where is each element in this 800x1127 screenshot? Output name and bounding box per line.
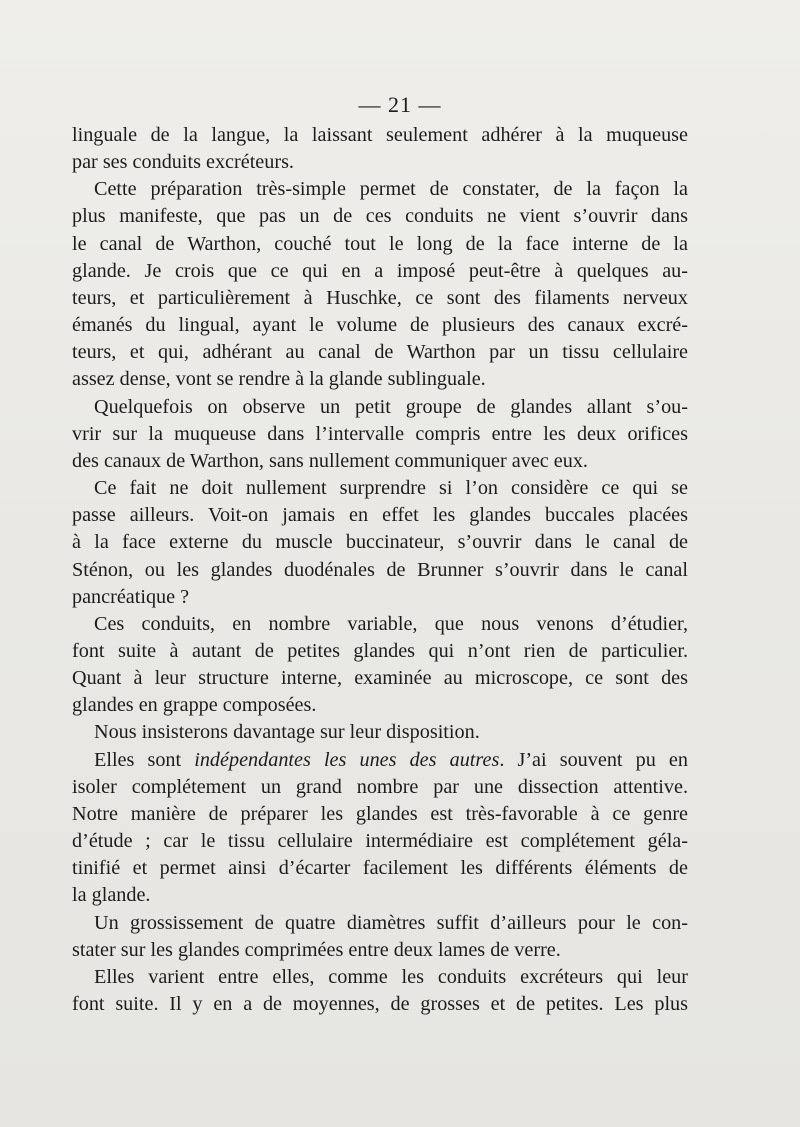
italic-phrase: indépendantes les unes des autres bbox=[194, 748, 500, 771]
text-line: glande. Je crois que ce qui en a imposé peut-être à quelques au- bbox=[72, 259, 688, 282]
text-segment: . J’ai souvent pu en bbox=[499, 748, 688, 771]
text-line: tinifié et permet ainsi d’écarter facilement les différents éléments de bbox=[72, 857, 688, 880]
text-line bbox=[72, 747, 688, 774]
text-line: d’étude ; car le tissu cellulaire intermédiaire est complétement géla- bbox=[72, 830, 688, 853]
text-line: Elles varient entre elles, comme les conduits excréteurs qui leur bbox=[94, 965, 688, 988]
text-line: plus manifeste, que pas un de ces conduits ne vient s’ouvrir dans bbox=[72, 205, 688, 228]
text-line: la glande. bbox=[72, 884, 151, 907]
body-text bbox=[72, 122, 688, 1018]
text-line: des canaux de Warthon, sans nullement communiquer avec eux. bbox=[72, 449, 588, 472]
text-line: vrir sur la muqueuse dans l’intervalle compris entre les deux orifices bbox=[72, 422, 688, 445]
text-segment: Elles sont bbox=[94, 748, 195, 771]
text-line: font suite à autant de petites glandes qui n’ont rien de particulier. bbox=[72, 639, 688, 662]
text-line: teurs, et particulièrement à Huschke, ce sont des filaments nerveux bbox=[72, 286, 688, 309]
text-line: Sténon, ou les glandes duodénales de Brunner s’ouvrir dans le canal bbox=[72, 558, 688, 581]
text-line: émanés du lingual, ayant le volume de plusieurs des canaux excré- bbox=[72, 314, 688, 337]
text-line: Quelquefois on observe un petit groupe de glandes allant s’ou- bbox=[94, 395, 688, 418]
text-line: assez dense, vont se rendre à la glande sublinguale. bbox=[72, 368, 486, 391]
text-line: stater sur les glandes comprimées entre deux lames de verre. bbox=[72, 938, 561, 961]
text-line: Cette préparation très-simple permet de constater, de la façon la bbox=[94, 178, 688, 201]
text-line: glandes en grappe composées. bbox=[72, 694, 317, 717]
text-line: pancréatique ? bbox=[72, 585, 190, 608]
text-line: passe ailleurs. Voit-on jamais en effet les glandes buccales placées bbox=[72, 504, 688, 527]
text-line: Un grossissement de quatre diamètres suffit d’ailleurs pour le con- bbox=[94, 911, 688, 934]
text-line: le canal de Warthon, couché tout le long de la face interne de la bbox=[72, 232, 688, 255]
text-line: par ses conduits excréteurs. bbox=[72, 151, 294, 174]
text-line: Nous insisterons davantage sur leur disposition. bbox=[94, 721, 480, 744]
text-line: linguale de la langue, la laissant seulement adhérer à la muqueuse bbox=[72, 124, 688, 146]
text-line: teurs, et qui, adhérant au canal de Warthon par un tissu cellulaire bbox=[72, 341, 688, 364]
text-line: Ces conduits, en nombre variable, que nous venons d’étudier, bbox=[94, 612, 688, 635]
text-line: font suite. Il y en a de moyennes, de grosses et de petites. Les plus bbox=[72, 993, 688, 1015]
text-line: Notre manière de préparer les glandes est très-favorable à ce genre bbox=[72, 802, 688, 825]
text-line: Ce fait ne doit nullement surprendre si l’on considère ce qui se bbox=[94, 477, 688, 500]
page-number: — 21 — bbox=[358, 92, 442, 117]
text-line: à la face externe du muscle buccinateur, s’ouvrir dans le canal de bbox=[72, 531, 688, 554]
text-line: isoler complétement un grand nombre par une dissection attentive. bbox=[72, 775, 688, 798]
text-line: Quant à leur structure interne, examinée au microscope, ce sont des bbox=[72, 667, 688, 690]
